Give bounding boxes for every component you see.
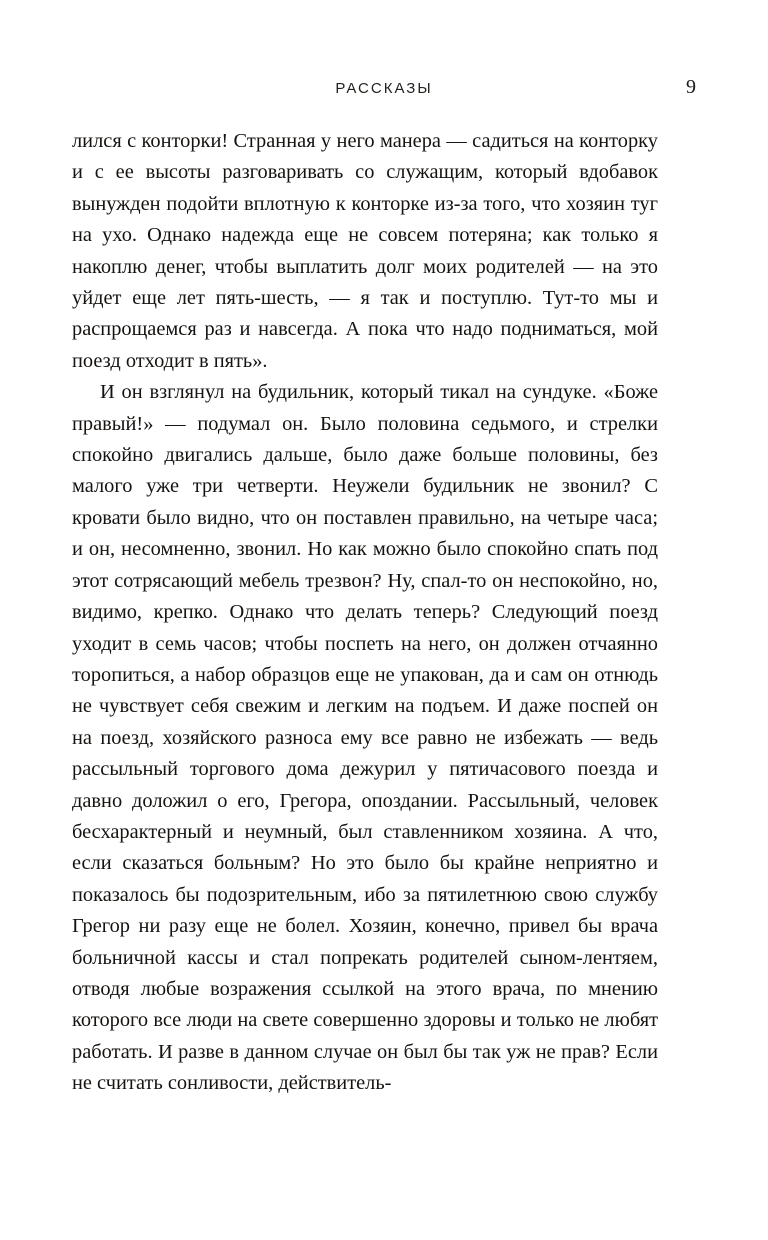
body-text [72, 126, 658, 1100]
paragraph: лился с конторки! Странная у него манера — садиться на конторку и с ее высоты разговаривать со служащим, который вдобавок вынужден подойти вплотную к конторке из-за того, что хозяин туг на ухо. Однако надежда еще не совсем потеряна; как только я накоплю денег, чтобы выплатить долг моих родителей — на это уйдет еще лет пять-шесть, — я так и поступлю. Тут-то мы и распрощаемся раз и навсегда. А пока что надо подниматься, мой поезд отходит в пять». [72, 130, 658, 372]
page-number: 9 [686, 76, 696, 98]
paragraph: И он взглянул на будильник, который тикал на сундуке. «Боже правый!» — подумал он. Было половина седьмого, и стрелки спокойно двигались дальше, было даже больше половины, без малого уже три четверти. Неужели будильник не звонил? С кровати было видно, что он поставлен правильно, на четыре часа; и он, несомненно, звонил. Но как можно было спокойно спать под этот сотрясающий мебель трезвон? Ну, спал-то он неспокойно, но, видимо, крепко. Однако что делать теперь? Следующий поезд уходит в семь часов; чтобы поспеть на него, он должен отчаянно торопиться, а набор образцов еще не упакован, да и сам он отнюдь не чувствует себя свежим и легким на подъем. И даже поспей он на поезд, хозяйского разноса ему все равно не избежать — ведь рассыльный торгового дома дежурил у пятичасового поезда и давно доложил о его, Грегора, опоздании. Рассыльный, человек бесхарактерный и неумный, был ставленником хозяина. А что, если сказаться больным? Но это было бы крайне неприятно и показалось бы подозрительным, ибо за пятилетнюю свою службу Грегор ни разу еще не болел. Хозяин, конечно, привел бы врача больничной кассы и стал попрекать родителей сыном-лентяем, отводя любые возражения ссылкой на этого врача, по мнению которого все люди на свете совершенно здоровы и только не любят работать. И разве в данном случае он был бы так уж не прав? Если не считать сонливости, действитель- [72, 381, 658, 1095]
running-head [72, 76, 696, 102]
running-head-title: РАССКАЗЫ [335, 80, 433, 97]
